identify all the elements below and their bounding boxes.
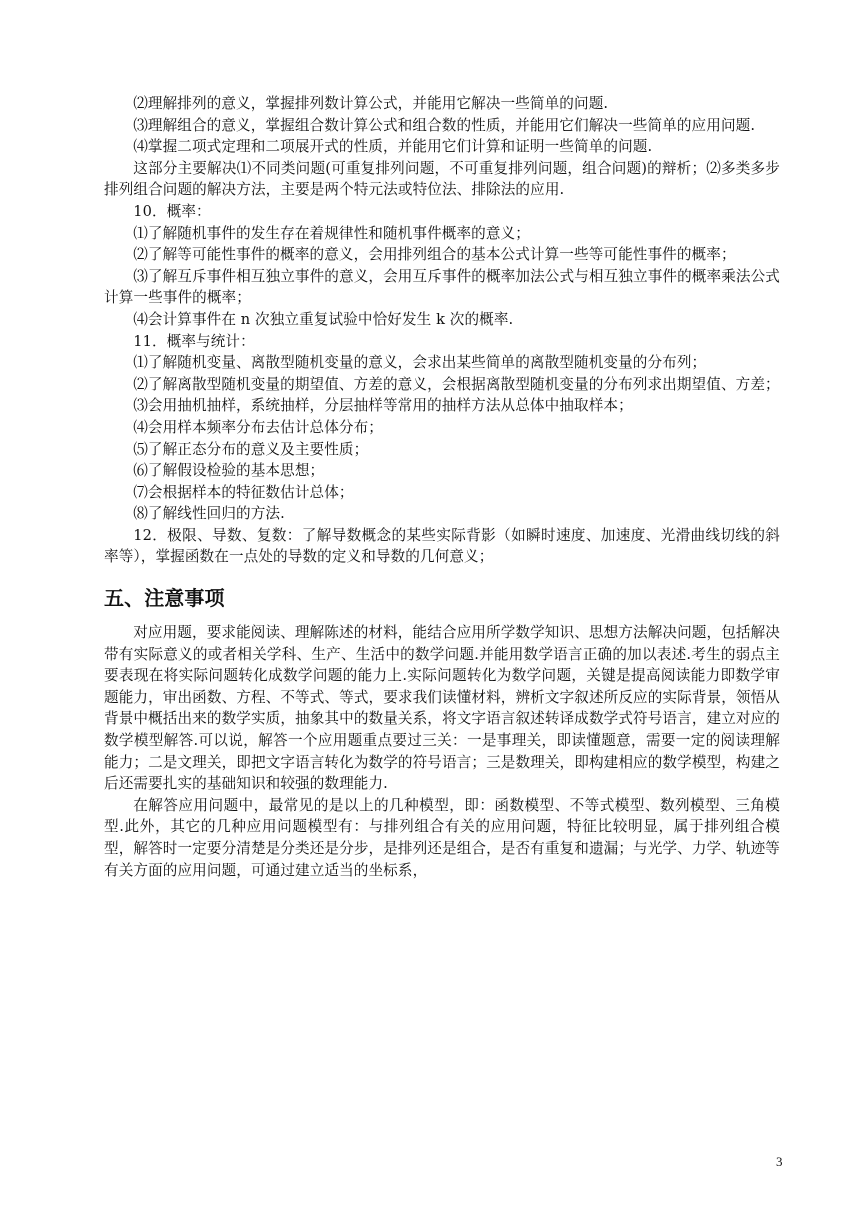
paragraph: 10．概率： [133,202,211,220]
paragraph: ⑸了解正态分布的意义及主要性质； [133,440,369,458]
paragraph: 对应用题，要求能阅读、理解陈述的材料，能结合应用所学数学知识、思想方法解决问题，包括解决带有实际意义的或者相关学科、生产、生活中的数学问题.并能用数学语言正确的加以表述.考生的弱点主要表现在将实际问题转化成数学问题的能力上.实际问题转化为数学问题，关键是提高阅读能力即数学审题能力，审出函数、方程、不等式、等式，要求我们读懂材料，辨析文字叙述所反应的实际背景，领悟从背景中概括出来的数学实质，抽象其中的数量关系，将文字语言叙述转译成数学式符号语言，建立对应的数学模型解答.可以说，解答一个应用题重点要过三关：一是事理关，即读懂题意，需要一定的阅读理解能力；二是文理关，即把文字语言转化为数学的符号语言；三是数理关，即构建相应的数学模型，构建之后还需要扎实的基础知识和较强的数理能力. [104,624,780,793]
section-heading: 五、注意事项 [104,586,225,611]
paragraph: ⑷会用样本频率分布去估计总体分布； [133,418,383,436]
paragraph: ⑵了解离散型随机变量的期望值、方差的意义，会根据离散型随机变量的分布列求出期望值、方差； [133,375,780,393]
paragraph: ⑶了解互斥事件相互独立事件的意义，会用互斥事件的概率加法公式与相互独立事件的概率乘法公式计算一些事件的概率； [104,267,780,307]
paragraph: ⑻了解线性回归的方法. [133,505,285,523]
paragraph: ⑵理解排列的意义，掌握排列数计算公式，并能用它解决一些简单的问题. [133,95,609,112]
page-number: 3 [776,1154,783,1169]
page-content [104,93,780,881]
paragraph: ⑶理解组合的意义，掌握组合数计算公式和组合数的性质，并能用它们解决一些简单的应用问题. [133,116,756,134]
paragraph: 在解答应用问题中，最常见的是以上的几种模型，即：函数模型、不等式模型、数列模型、三角模型.此外，其它的几种应用问题模型有：与排列组合有关的应用问题，特征比较明显，属于排列组合模型，解答时一定要分清楚是分类还是分步，是排列还是组合，是否有重复和遗漏；与光学、力学、轨迹等有关方面的应用问题，可通过建立适当的坐标系， [104,796,780,879]
paragraph: ⑷会计算事件在 n 次独立重复试验中恰好发生 k 次的概率. [133,310,514,328]
paragraph: ⑴了解随机变量、离散型随机变量的意义，会求出某些简单的离散型随机变量的分布列； [133,354,707,372]
paragraph: ⑹了解假设检验的基本思想； [133,462,325,480]
paragraph: 这部分主要解决⑴不同类问题(可重复排列问题，不可重复排列问题，组合问题)的辩析；⑵多类多步排列组合问题的解决方法，主要是两个特元法或特位法、排除法的应用. [104,159,780,199]
paragraph: ⑵了解等可能性事件的概率的意义，会用排列组合的基本公式计算一些等可能性事件的概率； [133,246,736,264]
paragraph: ⑶会用抽机抽样，系统抽样，分层抽样等常用的抽样方法从总体中抽取样本； [133,397,633,415]
paragraph: 11．概率与统计： [133,332,255,350]
paragraph: ⑺会根据样本的特征数估计总体； [133,483,354,501]
paragraph: 12．极限、导数、复数：了解导数概念的某些实际背影（如瞬时速度、加速度、光滑曲线切线的斜率等），掌握函数在一点处的导数的定义和导数的几何意义； [104,526,780,566]
paragraph: ⑷掌握二项式定理和二项展开式的性质，并能用它们计算和证明一些简单的问题. [133,138,653,156]
paragraph: ⑴了解随机事件的发生存在着规律性和随机事件概率的意义； [133,224,530,242]
